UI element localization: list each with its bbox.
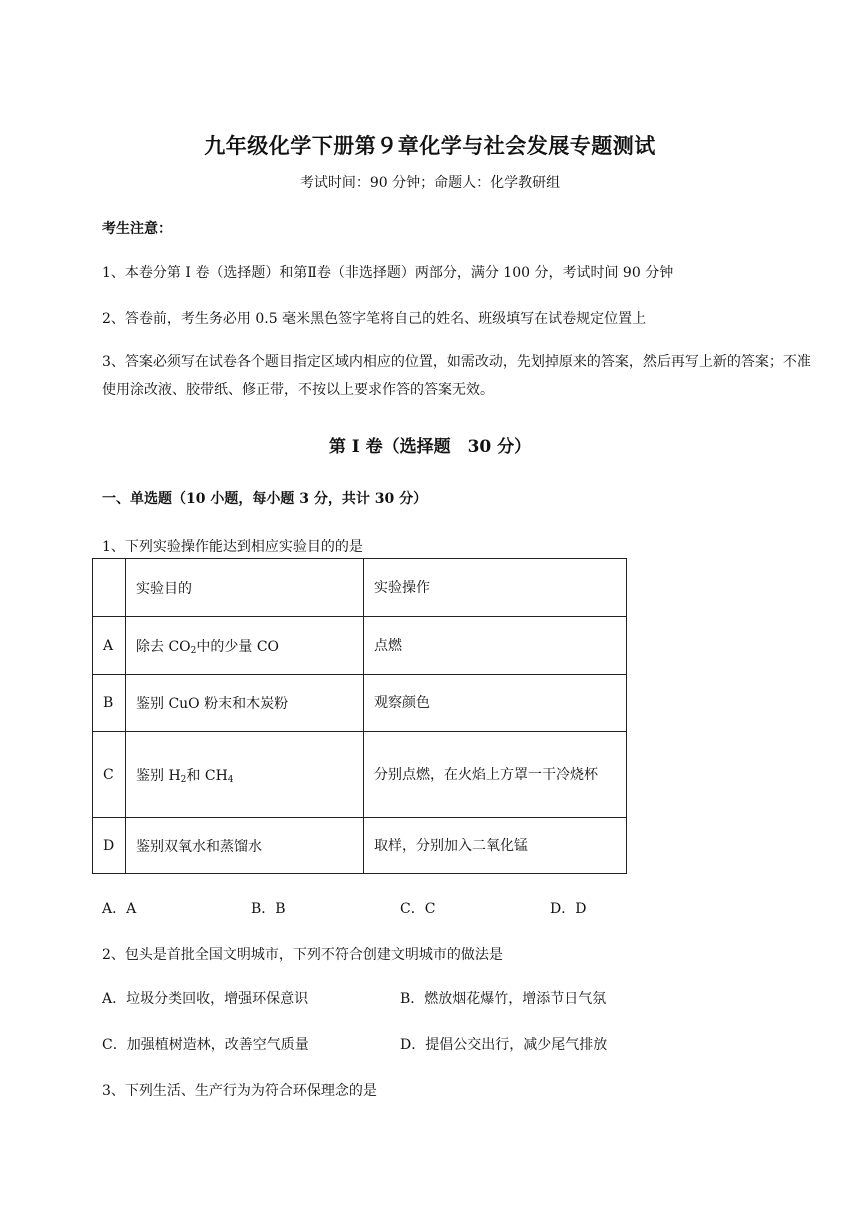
question-2-stem: 2、包头是首批全国文明城市，下列不符合创建文明城市的做法是 [102,947,503,963]
question-2-option-d: D．提倡公交出行，减少尾气排放 [400,1037,608,1053]
section-title: 第 I 卷（选择题 30 分） [328,437,532,457]
purpose-text: 鉴别 H [136,767,181,784]
notice-item-2: 2、答卷前，考生务必用 0.5 毫米黑色签字笔将自己的姓名、班级填写在试卷规定位置上 [102,311,647,327]
row-operation: 分别点燃，在火焰上方罩一干冷烧杯 [364,732,627,818]
question-1-stem: 1、下列实验操作能达到相应实验目的的是 [102,539,363,555]
row-operation: 点燃 [364,617,627,675]
question-1-option-a: A．A [102,901,137,917]
notice-item-1: 1、本卷分第 I 卷（选择题）和第Ⅱ卷（非选择题）两部分，满分 100 分，考试时间 90 分钟 [102,265,674,281]
purpose-text: 和 CH [186,767,228,784]
question-1-table [92,558,627,874]
part-heading: 一、单选题（10 小题，每小题 3 分，共计 30 分） [102,491,428,507]
subscript: 2 [180,774,187,785]
question-1-option-c: C．C [400,901,436,917]
subscript: 4 [227,774,234,785]
row-operation: 观察颜色 [364,675,627,732]
row-label: A [93,617,126,675]
row-purpose [126,732,364,818]
row-operation: 取样，分别加入二氧化锰 [364,818,627,874]
row-label: C [93,732,126,818]
row-purpose [126,617,364,675]
notice-item-3: 3、答案必须写在试卷各个题目指定区域内相应的位置，如需改动，先划掉原来的答案，然后再写上新的答案；不准使用涂改液、胶带纸、修正带，不按以上要求作答的答案无效。 [102,354,811,398]
table-row [93,732,627,818]
table-header-purpose: 实验目的 [126,559,364,617]
row-label: B [93,675,126,732]
question-1-option-d: D．D [550,901,587,917]
question-2-option-b: B．燃放烟花爆竹，增添节日气氛 [400,991,607,1007]
table-row [93,617,627,675]
table-header-cell [93,559,126,617]
subscript: 2 [190,645,197,656]
exam-subtitle: 考试时间：90 分钟；命题人：化学教研组 [299,175,561,191]
notice-heading: 考生注意： [102,221,172,237]
row-purpose: 鉴别 CuO 粉末和木炭粉 [126,675,364,732]
table-row [93,818,627,874]
question-3-stem: 3、下列生活、生产行为为符合环保理念的是 [102,1083,377,1099]
exam-title: 九年级化学下册第９章化学与社会发展专题测试 [204,133,656,158]
question-2-option-a: A．垃圾分类回收，增强环保意识 [102,991,309,1007]
table-header-operation: 实验操作 [364,559,627,617]
table-header-row [93,559,627,617]
purpose-text: 中的少量 CO [196,638,280,655]
purpose-text: 除去 CO [136,638,191,655]
row-purpose: 鉴别双氧水和蒸馏水 [126,818,364,874]
question-1-option-b: B．B [251,901,286,917]
question-2-option-c: C．加强植树造林，改善空气质量 [102,1037,309,1053]
row-label: D [93,818,126,874]
table-row [93,675,627,732]
